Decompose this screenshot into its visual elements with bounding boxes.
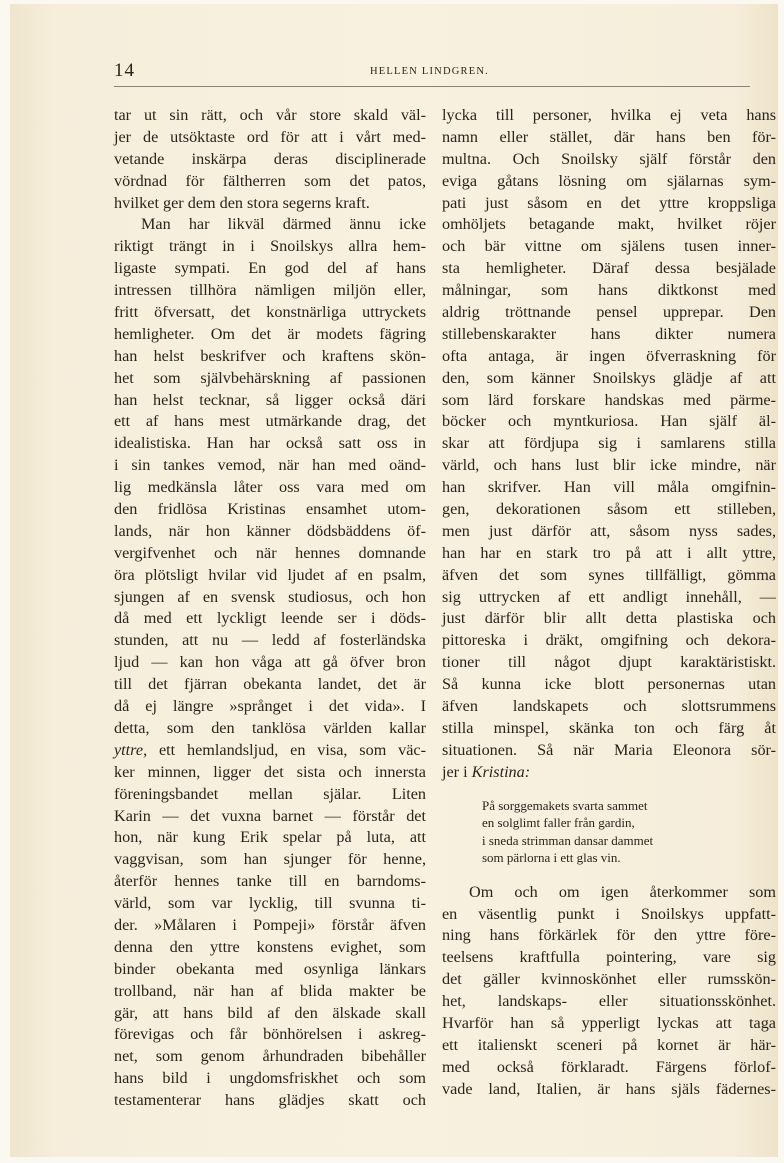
header-rule bbox=[114, 86, 750, 87]
text-line: gen, dekorationen såsom ett stilleben, bbox=[442, 500, 776, 519]
italic-text: Kristina: bbox=[471, 762, 531, 781]
text-line: hvilket ger dem den stora segerns kraft. bbox=[114, 193, 370, 212]
text-line: idealistiska. Han har också satt oss in bbox=[114, 434, 426, 453]
text-line: lycka till personer, hvilka ej veta hans bbox=[442, 106, 776, 124]
text-line: värld, och hans lust blir icke mindre, när bbox=[442, 456, 776, 475]
poem-line: som pärlorna i ett glas vin. bbox=[482, 850, 621, 866]
text-line: den, som känner Snoilskys glädje af att bbox=[442, 368, 776, 387]
page-number: 14 bbox=[114, 60, 135, 81]
text-line: vördnad för fältherren som det patos, bbox=[114, 171, 426, 190]
text-line: stunden, att nu –– ledd af fosterländska bbox=[114, 631, 426, 650]
text-line: ljud — kan hon våga att gå öfver bron bbox=[114, 653, 426, 672]
text-line: net, som genom århundraden bibehåller bbox=[114, 1047, 426, 1066]
text-line: situationen. Så när Maria Eleonora sör- bbox=[442, 740, 776, 759]
text-line: omhöljets betagande makt, hvilket röjer bbox=[442, 215, 776, 234]
text-line: detta, som den tanklösa världen kallar bbox=[114, 718, 426, 737]
left-column bbox=[114, 105, 426, 1112]
text-line: böcker och myntkuriosa. Han själf äl- bbox=[442, 412, 776, 431]
text-line: ett af hans mest utmärkande drag, det bbox=[114, 412, 426, 431]
text-line: ligaste sympati. En god del af hans bbox=[114, 259, 426, 278]
text-line: i sin tankes vemod, när han med oänd- bbox=[114, 456, 426, 475]
text-line: vetande inskärpa deras disciplinerade bbox=[114, 149, 426, 168]
text-line: aldrig tröttnande pensel upprepar. Den bbox=[442, 303, 776, 322]
running-head: HELLEN LINDGREN. bbox=[370, 66, 489, 77]
text-line: teelsens kraftfulla pointering, vare sig bbox=[442, 948, 776, 967]
text-line: just därför blir allt detta plastiska och bbox=[442, 609, 776, 628]
text-line: binder obekanta med osynliga länkars bbox=[114, 959, 426, 978]
text-line: då ej längre »språnget i det vida». I bbox=[114, 697, 426, 716]
italic-text: yttre bbox=[114, 740, 144, 759]
text-line: hans bild i ungdomsfriskhet och som bbox=[114, 1069, 426, 1088]
text-line: och bär vittne om själens tusen inner- bbox=[442, 237, 776, 256]
text-line: tioner till något djupt karaktäristiskt. bbox=[442, 653, 776, 672]
text-line: den fridlösa Kristinas ensamhet utom- bbox=[114, 500, 426, 519]
text-line: eviga gåtans lösning om själarnas sym- bbox=[442, 171, 776, 190]
text-line: riktigt trängt in i Snoilskys allra hem- bbox=[114, 237, 426, 256]
poem-line: På sorggemakets svarta sammet bbox=[482, 797, 648, 813]
right-column bbox=[442, 105, 776, 1101]
text-line: gär, att hans bild af den älskade skall bbox=[114, 1003, 426, 1022]
text-line: stilla minspel, skänka ton och färg åt bbox=[442, 718, 776, 737]
text-line: Så kunna icke blott personernas utan bbox=[442, 675, 776, 694]
text-line: hon, när kung Erik spelar på luta, att bbox=[114, 828, 426, 847]
text-segment: , ett hemlandsljud, en visa, som väc- bbox=[143, 740, 426, 759]
text-line: het, landskaps- eller situationsskönhet. bbox=[442, 992, 776, 1011]
text-segment: jer i bbox=[442, 762, 472, 781]
text-line: till det fjärran obekanta landet, det är bbox=[114, 675, 426, 694]
text-line: denna den yttre konstens evighet, som bbox=[114, 937, 426, 956]
right-paragraph-2 bbox=[442, 882, 776, 1101]
text-line: pati just såsom en det yttre kroppsliga bbox=[442, 193, 776, 212]
text-line: ker minnen, ligger det sista och innersta bbox=[114, 762, 426, 781]
text-line: öra plötsligt hvilar vid ljudet af en psalm, bbox=[114, 565, 426, 584]
text-line: återför hennes tanke till en barndoms- bbox=[114, 872, 426, 891]
text-line: Hvarför han så ypperligt lyckas att taga bbox=[442, 1013, 776, 1032]
text-line: han skrifver. Han vill måla omgifnin- bbox=[442, 478, 776, 497]
text-line: ning hans förkärlek för den yttre före- bbox=[442, 926, 776, 945]
text-line: äfven det som synes tillfälligt, gömma bbox=[442, 565, 776, 584]
text-line: testamenterar hans glädjes skatt och bbox=[114, 1091, 426, 1110]
text-line: han helst tecknar, så ligger också däri bbox=[114, 390, 426, 409]
text-line: der. »Målaren i Pompeji» förstår äfven bbox=[114, 915, 426, 934]
text-line: vergifvenhet och när hennes domnande bbox=[114, 543, 426, 562]
text-line: trollband, när han af blida makter be bbox=[114, 981, 426, 1000]
text-line: värld, som var lycklig, till svunna ti- bbox=[114, 894, 426, 913]
text-line: han helst beskrifver och kraftens skön- bbox=[114, 346, 426, 365]
text-line: ett italienskt sceneri på kornet är här- bbox=[442, 1035, 776, 1054]
text-line: skar att fördjupa sig i samlarens stilla bbox=[442, 434, 776, 453]
text-line: då med ett lyckligt leende ser i döds- bbox=[114, 609, 426, 628]
text-line: multna. Och Snoilsky själf förstår den bbox=[442, 149, 776, 168]
text-line: föreningsbandet mellan själar. Liten bbox=[114, 784, 426, 803]
text-line: lig medkänsla låter oss vara med om bbox=[114, 478, 426, 497]
text-line: ofta antaga, är ingen öfverraskning för bbox=[442, 346, 776, 365]
text-line: äfven landskapets och slottsrummens bbox=[442, 697, 776, 716]
text-line: lands, när hon känner dödsbäddens öf- bbox=[114, 521, 426, 540]
text-line: sjungen af en svensk studiosus, och hon bbox=[114, 587, 426, 606]
text-line: det gäller kvinnoskönhet eller rumsskön- bbox=[442, 970, 776, 989]
text-line: tar ut sin rätt, och vår store skald väl- bbox=[114, 106, 426, 124]
text-line: namn eller stället, där hans ben för- bbox=[442, 127, 776, 146]
text-line: förevigas och får bönhörelsen i askreg- bbox=[114, 1025, 426, 1044]
poem-quote bbox=[482, 797, 776, 867]
text-line: med också förklaradt. Färgens förlof- bbox=[442, 1057, 776, 1076]
text-line: vade land, Italien, är hans själs fädernes- bbox=[442, 1079, 776, 1098]
text-line: pittoreska i dräkt, omgifning och dekora- bbox=[442, 631, 776, 650]
right-paragraph-1 bbox=[442, 105, 776, 784]
text-line: Man har likväl därmed ännu icke bbox=[141, 215, 426, 234]
book-page bbox=[10, 4, 778, 1157]
text-line: stillebenskarakter hans dikter numera bbox=[442, 324, 776, 343]
text-line: intressen tillhöra nämligen miljön eller, bbox=[114, 281, 426, 300]
text-line: men just därför att, såsom nyss sades, bbox=[442, 521, 776, 540]
text-line: hemligheter. Om det är modets fägring bbox=[114, 324, 426, 343]
text-line: het som självbehärskning af passionen bbox=[114, 368, 426, 387]
text-line: sig uttrycken af ett andligt innehåll, — bbox=[442, 587, 776, 606]
text-line: fritt öfversatt, det konstnärliga uttryckets bbox=[114, 303, 426, 322]
text-line: sta hemligheter. Däraf dessa besjälade bbox=[442, 259, 776, 278]
text-line: vaggvisan, som han sjunger för henne, bbox=[114, 850, 426, 869]
text-line: som lärd forskare handskas med pärme- bbox=[442, 390, 776, 409]
poem-line: i sneda strimman dansar dammet bbox=[482, 832, 654, 848]
poem-line: en solglimt faller från gardin, bbox=[482, 815, 635, 831]
text-line: en väsentlig punkt i Snoilskys uppfatt- bbox=[442, 904, 776, 923]
text-line bbox=[442, 762, 776, 784]
text-line: jer de utsöktaste ord för att i vårt med- bbox=[114, 127, 426, 146]
text-line: han har en stark tro på att i allt yttre, bbox=[442, 543, 776, 562]
text-line bbox=[114, 740, 426, 762]
text-line: målningar, som hans diktkonst med bbox=[442, 281, 776, 300]
text-line: Karin –– det vuxna barnet — förstår det bbox=[114, 806, 426, 825]
text-line: Om och om igen återkommer som bbox=[469, 882, 776, 901]
